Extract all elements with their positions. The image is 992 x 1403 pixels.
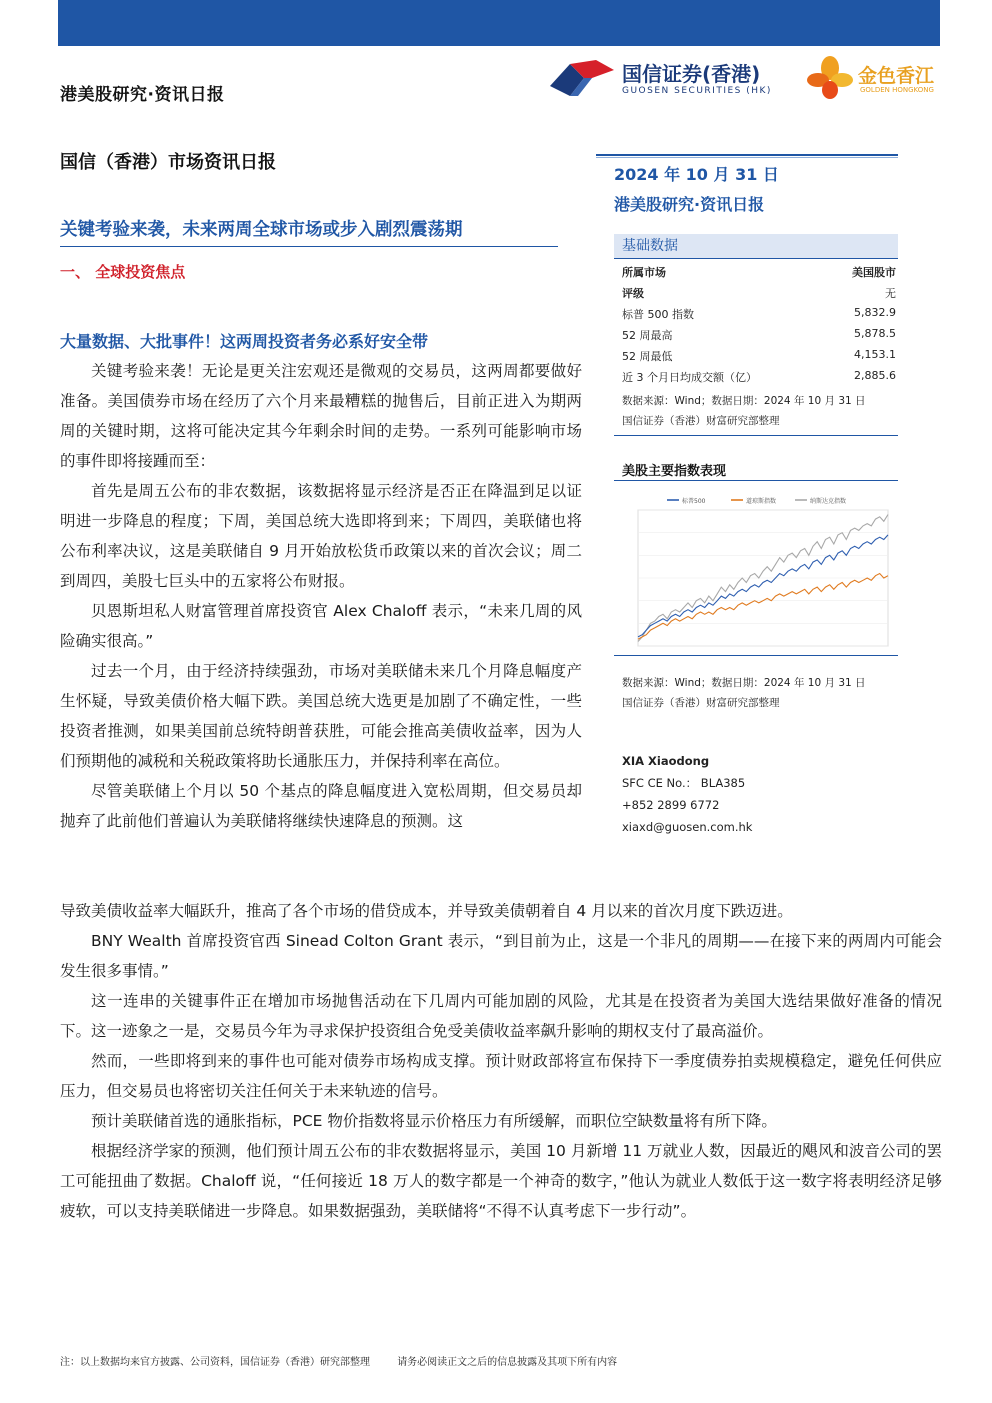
basic-data-value: 2,885.6 xyxy=(854,369,896,382)
basic-data-row xyxy=(614,364,898,385)
guosen-emblem-icon xyxy=(548,56,618,100)
chart-svg xyxy=(614,486,898,654)
date-divider xyxy=(596,154,898,156)
golden-flower-icon xyxy=(806,54,856,102)
paragraph: 关键考验来袭！无论是更关注宏观还是微观的交易员，这两周都要做好准备。美国债券市场在经历了六个月来最糟糕的抛售后，目前正进入为期两周的关键时期，这将可能决定其今年剩余时间的走势。一系列可能影响市场的事件即将接踵而至： xyxy=(60,362,582,470)
basic-data-row xyxy=(614,343,898,364)
basic-data-row xyxy=(614,322,898,343)
index-performance-chart xyxy=(614,486,898,654)
chart-source xyxy=(622,673,866,713)
series-line xyxy=(638,574,888,640)
document-title: 国信（香港）市场资讯日报 xyxy=(60,152,276,173)
analyst-email[interactable]: xiaxd@guosen.com.hk xyxy=(622,820,753,834)
article-body-narrow xyxy=(60,356,582,836)
analyst-info xyxy=(622,750,752,838)
guosen-logo-en: GUOSEN SECURITIES (HK) xyxy=(622,86,772,96)
headline-divider xyxy=(60,246,558,247)
paragraph: 首先是周五公布的非农数据，该数据将显示经济是否正在降温到足以证明进一步降息的程度；下周，美国总统大选即将到来；下周四，美联储也将公布利率决议，这是美联储自 9 月开始放松货币政策以来的首次会议；周二到周四，美股七巨头中的五家将公布财报。 xyxy=(60,482,582,590)
basic-data-source xyxy=(614,391,898,431)
guosen-logo xyxy=(548,56,788,100)
paragraph: 然而，一些即将到来的事件也可能对债券市场构成支撑。预计财政部将宣布保持下一季度债券拍卖规模稳定，避免任何供应压力，但交易员也将密切关注任何关于未来轨迹的信号。 xyxy=(60,1052,942,1100)
report-date: 2024 年 10 月 31 日 xyxy=(614,165,779,184)
chart-source-line: 数据来源：Wind；数据日期：2024 年 10 月 31 日 xyxy=(622,677,866,689)
basic-data-value: 4,153.1 xyxy=(854,348,896,361)
paragraph: 尽管美联储上个月以 50 个基点的降息幅度进入宽松周期，但交易员却抛弃了此前他们普遍认为美联储将继续快速降息的预测。这 xyxy=(60,782,582,830)
basic-data-value: 5,832.9 xyxy=(854,306,896,319)
golden-hongkong-logo xyxy=(806,54,942,102)
chart-bottom-divider xyxy=(614,655,898,656)
basic-data-key: 近 3 个月日均成交额（亿） xyxy=(622,371,757,384)
paragraph-continuation: 导致美债收益率大幅跃升，推高了各个市场的借贷成本，并导致美债朝着自 4 月以来的首次月度下跌迈进。 xyxy=(60,902,793,920)
basic-data-value: 5,878.5 xyxy=(854,327,896,340)
basic-data-source-line: 数据来源：Wind；数据日期：2024 年 10 月 31 日 xyxy=(622,395,866,407)
section-heading: 一、 全球投资焦点 xyxy=(60,263,186,281)
footnote xyxy=(60,1353,641,1368)
series-line xyxy=(638,535,888,637)
basic-data-row xyxy=(614,259,898,280)
paragraph: 根据经济学家的预测，他们预计周五公布的非农数据将显示，美国 10 月新增 11 万就业人数，因最近的飓风和波音公司的罢工可能扭曲了数据。Chaloff 说，“任何接近 18 万人的数字都是一个神奇的数字，”他认为就业人数低于这一数字将表明经济足够疲软，可以支持美联储进一步降息。如果数据强劲，美联储将“不得不认真考虑下一步行动”。 xyxy=(60,1142,942,1220)
basic-data-source-line: 国信证券（香港）财富研究部整理 xyxy=(622,415,780,427)
basic-data-bottom-divider xyxy=(614,435,898,436)
footnote-left: 注：以上数据均来官方披露、公司资料，国信证券（香港）研究部整理 xyxy=(60,1357,370,1368)
analyst-phone: +852 2899 6772 xyxy=(622,798,720,812)
guosen-logo-cn: 国信证券(香港) xyxy=(622,62,761,86)
article-body-full xyxy=(60,896,942,1226)
footnote-right: 请务必阅读正文之后的信息披露及其项下所有内容 xyxy=(397,1357,618,1368)
golden-logo-cn: 金色香江 xyxy=(858,65,935,87)
paragraph: 贝恩斯坦私人财富管理首席投资官 Alex Chaloff 表示，“未来几周的风险确实很高。” xyxy=(60,602,582,650)
chart-source-line: 国信证券（香港）财富研究部整理 xyxy=(622,697,780,709)
legend-label: 纳斯达克指数 xyxy=(810,498,847,505)
legend-label: 标普500 xyxy=(682,498,706,505)
basic-data-key: 52 周最高 xyxy=(622,329,673,342)
paragraph: 过去一个月，由于经济持续强劲，市场对美联储未来几个月降息幅度产生怀疑，导致美债价格大幅下跌。美国总统大选更是加剧了不确定性，一些投资者推测，如果美国前总统特朗普获胜，可能会推高美债收益率，因为人们预期他的减税和关税政策将助长通胀压力，并保持利率在高位。 xyxy=(60,662,582,770)
paragraph: 预计美联储首选的通胀指标，PCE 物价指数将显示价格压力有所缓解，而职位空缺数量将有所下降。 xyxy=(91,1112,777,1130)
paragraph: BNY Wealth 首席投资官西 Sinead Colton Grant 表示，“到目前为止，这是一个非凡的周期——在接下来的两周内可能会发生很多事情。” xyxy=(60,932,942,980)
article-subheading: 大量数据、大批事件！这两周投资者务必系好安全带 xyxy=(60,332,429,351)
side-report-series: 港美股研究·资讯日报 xyxy=(614,195,765,214)
date-divider-thin xyxy=(596,157,898,158)
chart-title: 美股主要指数表现 xyxy=(622,464,727,479)
basic-data-row xyxy=(614,301,898,322)
basic-data-row xyxy=(614,280,898,301)
header-bar xyxy=(58,0,940,46)
report-series-label: 港美股研究·资讯日报 xyxy=(60,85,225,105)
legend-label: 道琼斯指数 xyxy=(746,498,777,505)
headline: 关键考验来袭，未来两周全球市场或步入剧烈震荡期 xyxy=(60,220,463,240)
chart-divider xyxy=(614,480,898,481)
basic-data-key: 标普 500 指数 xyxy=(622,308,694,321)
basic-data-value: 美国股市 xyxy=(852,266,896,279)
paragraph: 这一连串的关键事件正在增加市场抛售活动在下几周内可能加剧的风险，尤其是在投资者为美国大选结果做好准备的情况下。这一迹象之一是，交易员今年为寻求保护投资组合免受美债收益率飙升影响的期权支付了最高溢价。 xyxy=(60,992,942,1040)
basic-data-value: 无 xyxy=(885,287,896,300)
analyst-name: XIA Xiaodong xyxy=(622,754,710,768)
golden-logo-en: GOLDEN HONGKONG xyxy=(860,86,934,94)
basic-data-key: 所属市场 xyxy=(622,266,666,279)
basic-data-key: 52 周最低 xyxy=(622,350,673,363)
analyst-sfc: SFC CE No.： BLA385 xyxy=(622,776,746,790)
basic-data-panel xyxy=(614,234,898,436)
basic-data-key: 评级 xyxy=(622,287,644,300)
basic-data-header: 基础数据 xyxy=(614,234,898,258)
